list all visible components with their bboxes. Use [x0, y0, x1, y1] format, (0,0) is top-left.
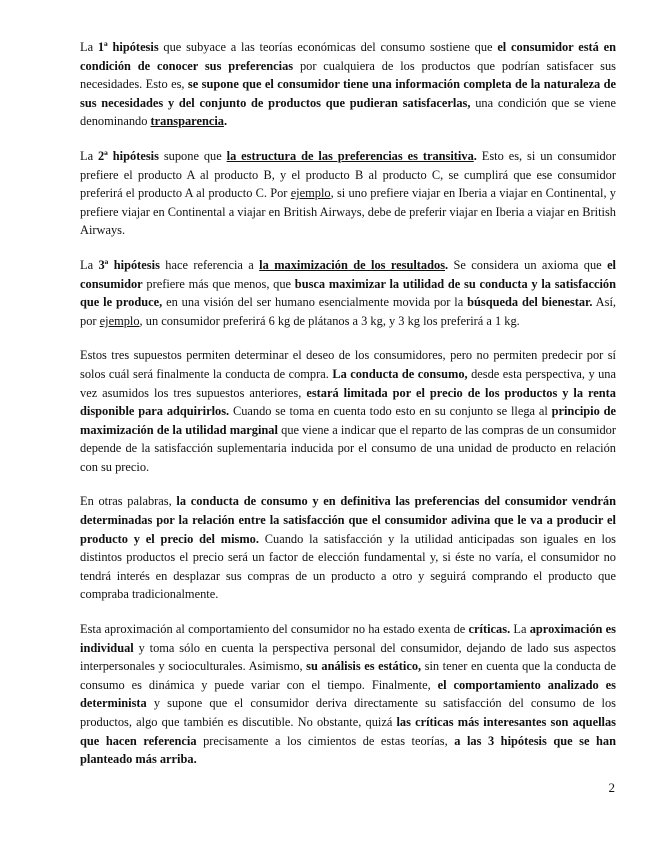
paragraph-hypothesis-3 — [80, 256, 616, 330]
emphasis-text: la maximización de los resultados — [259, 257, 446, 272]
body-text: una condición que se viene denominando — [80, 95, 616, 129]
body-text: La — [80, 40, 98, 54]
emphasis-text: . — [223, 114, 228, 129]
emphasis-text: transparencia — [150, 114, 224, 129]
underlined-text: ejemplo — [290, 186, 331, 201]
emphasis-text: la conducta de consumo y en definitiva las preferencias del consumidor vendrán determinadas por la relación entre la satisfacción que el consumidor adivina que le va a producir el producto y el precio del mismo. — [80, 494, 616, 546]
emphasis-text: el consumidor está en condición de conocer sus preferencias — [80, 40, 617, 73]
emphasis-text: 1ª hipótesis — [97, 40, 159, 54]
emphasis-text: . — [445, 257, 449, 272]
body-text: desde esta perspectiva, y una vez asumidos los tres supuestos anteriores, — [80, 366, 616, 400]
body-text: en una visión del ser humano esencialmente movida por la — [162, 295, 468, 310]
body-text: prefiere más que menos, que — [142, 276, 295, 291]
emphasis-text: el consumidor — [80, 257, 617, 291]
body-text: por cualquiera de los productos que podrían satisfacer sus necesidades. Esto es, — [80, 58, 616, 92]
paragraph-criticisms — [80, 620, 616, 769]
emphasis-text: . — [473, 148, 477, 163]
body-text: , un consumidor preferirá 6 kg de plátanos a 3 kg, y 3 kg los preferirá a 1 kg. — [139, 313, 520, 328]
body-text: La — [510, 622, 530, 637]
body-text: Esta aproximación al comportamiento del consumidor no ha estado exenta de — [80, 622, 469, 637]
emphasis-text: principio de maximización de la utilidad marginal — [80, 404, 616, 437]
body-text: precisamente a los cimientos de estas teorías, — [196, 733, 455, 748]
emphasis-text: estará limitada por el precio de los productos y la renta disponible para adquirirlos. — [80, 385, 617, 419]
emphasis-text: 2ª hipótesis — [97, 148, 159, 163]
body-text: sin tener en cuenta que la conducta de consumo es dinámica y puede variar con el tiempo. Finalmente, — [80, 659, 616, 692]
body-text: Así, por — [80, 295, 616, 328]
body-text: y supone que el consumidor deriva directamente su satisfacción del consumo de los productos, algo que también es discutible. No obstante, quizá — [80, 696, 616, 729]
emphasis-text: busca maximizar la utilidad de su conducta y la satisfacción que le produce, — [80, 276, 616, 310]
emphasis-text: aproximación es individual — [80, 622, 616, 655]
emphasis-text: 3ª hipótesis — [98, 257, 160, 272]
body-text: que subyace a las teorías económicas del consumo sostiene que — [158, 40, 498, 54]
underlined-text: ejemplo — [99, 313, 140, 328]
emphasis-text: la estructura de las preferencias es transitiva — [226, 148, 474, 163]
emphasis-text: su análisis es estático, — [306, 659, 422, 674]
paragraph-other-words — [80, 492, 616, 604]
body-text: hace referencia a — [159, 257, 260, 272]
body-text: que viene a indicar que el reparto de las compras de un consumidor depende de la satisfacción suplementaria inducida por el consumo de una unidad de producto en relación con su precio. — [80, 422, 616, 474]
body-text: La — [80, 257, 99, 272]
body-text: y toma sólo en cuenta la perspectiva personal del consumidor, dejando de lado sus aspectos interpersonales y socioculturales. Asimismo, — [80, 640, 616, 674]
body-text: La — [80, 148, 98, 163]
emphasis-text: La conducta de consumo, — [332, 366, 468, 381]
body-text: Cuando la satisfacción y la utilidad anticipadas son iguales en los distintos productos el precio será un factor de elección fundamental y, si éste no varía, el consumidor no tendrá interés en desplazar sus compras de un producto a otro y seguirá comprando el producto que compraba tradicionalmente. — [80, 531, 616, 602]
body-text: supone que — [158, 148, 227, 163]
body-text: Esto es, si un consumidor prefiere el producto A al producto B, y el producto B al producto C, se cumplirá que ese consumidor preferirá el producto A al producto C. Por — [80, 148, 616, 201]
emphasis-text: el comportamiento analizado es determinista — [80, 677, 617, 711]
page-number: 2 — [608, 780, 615, 795]
emphasis-text: se supone que el consumidor tiene una información completa de la naturaleza de sus necesidades y del conjunto de productos que pudieran satisfacerlas, — [80, 77, 616, 110]
body-text: , si uno prefiere viajar en Iberia a viajar en Continental, y prefiere viajar en Continental a viajar en British Airways, debe de preferir viajar en Iberia a viajar en British Airways. — [80, 186, 616, 238]
emphasis-text: las críticas más interesantes son aquellas que hacen referencia — [80, 715, 616, 748]
body-text: Cuando se toma en cuenta todo esto en su conjunto se llega al — [229, 404, 552, 419]
paragraph-hypothesis-2 — [80, 147, 616, 240]
body-text: Estos tres supuestos permiten determinar el deseo de los consumidores, pero no permiten predecir por sí solos cuál será finalmente la conducta de compra. — [80, 348, 616, 381]
emphasis-text: a las 3 hipótesis que se han planteado más arriba. — [80, 733, 616, 767]
body-text: Se considera un axioma que — [448, 257, 608, 272]
paragraph-hypothesis-1 — [80, 38, 616, 131]
emphasis-text: búsqueda del bienestar. — [467, 295, 593, 310]
emphasis-text: críticas. — [468, 622, 511, 637]
document-body — [80, 38, 616, 785]
body-text: En otras palabras, — [80, 494, 177, 509]
paragraph-assumptions — [80, 346, 616, 476]
